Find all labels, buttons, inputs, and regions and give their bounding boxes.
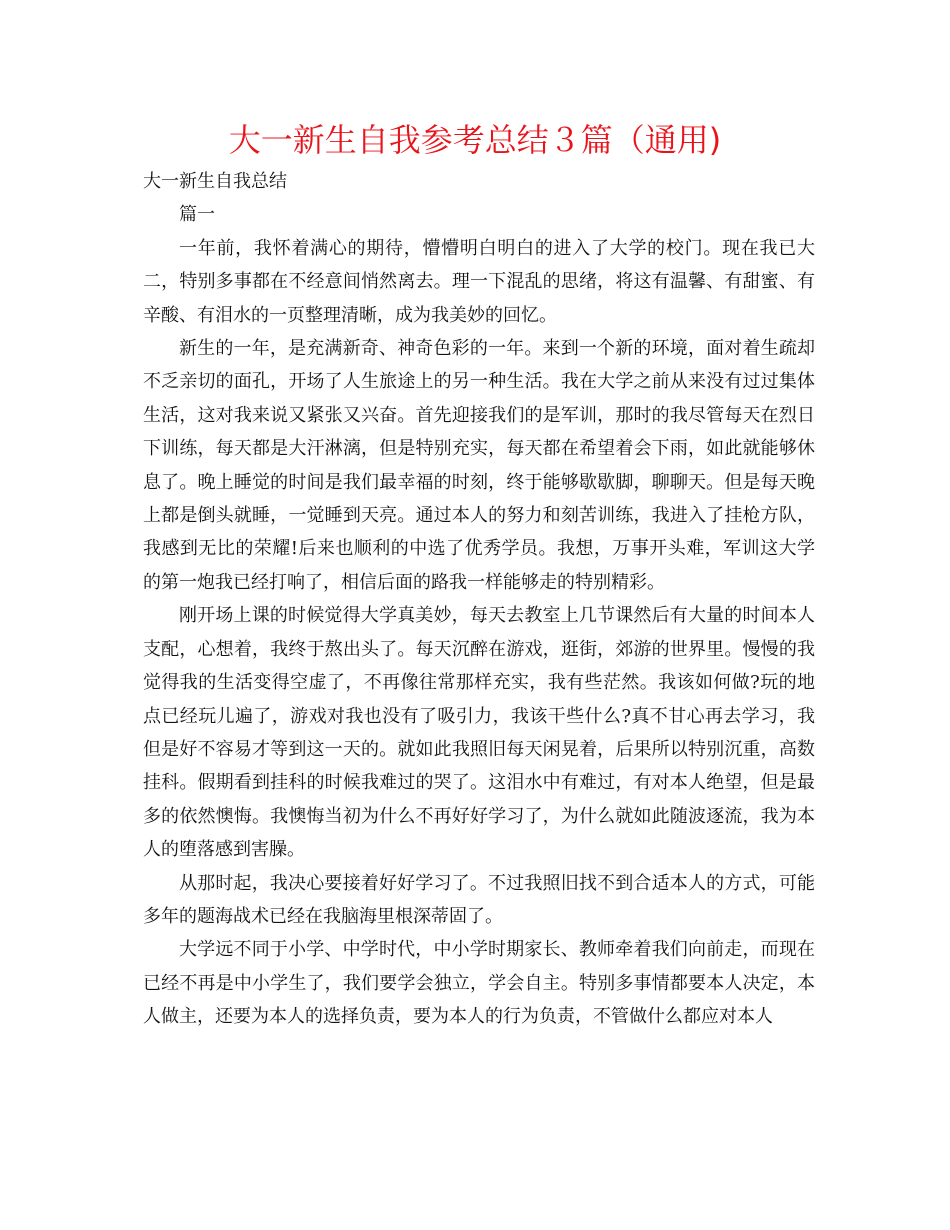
paragraph-1: 一年前，我怀着满心的期待，懵懵明白明白的进入了大学的校门。现在我已大二，特别多事都在不经意间悄然离去。理一下混乱的思绪，将这有温馨、有甜蜜、有辛酸、有泪水的一页整理清晰，成为我美妙的回忆。 [143,237,815,326]
paragraph-3: 刚开场上课的时候觉得大学真美妙，每天去教室上几节课然后有大量的时间本人支配，心想着，我终于熬出头了。每天沉醉在游戏，逛街，郊游的世界里。慢慢的我觉得我的生活变得空虚了，不再像往常那样充实，我有些茫然。我该如何做?玩的地点已经玩儿遍了，游戏对我也没有了吸引力，我该干些什么?真不甘心再去学习，我但是好不容易才等到这一天的。就如此我照旧每天闲晃着，后果所以特别沉重，高数挂科。假期看到挂科的时候我难过的哭了。这泪水中有难过，有对本人绝望，但是最多的依然懊悔。我懊悔当初为什么不再好好学习了，为什么就如此随波逐流，我为本人的堕落感到害臊。 [143,605,815,861]
document-title: 大一新生自我参考总结３篇（通用) [228,121,722,159]
paragraph-4: 从那时起，我决心要接着好好学习了。不过我照旧找不到合适本人的方式，可能多年的题海战术已经在我脑海里根深蒂固了。 [143,872,815,927]
section-heading: 篇一 [179,204,215,226]
paragraph-5: 大学远不同于小学、中学时代，中小学时期家长、教师牵着我们向前走，而现在已经不再是中小学生了，我们要学会独立，学会自主。特别多事情都要本人决定，本人做主，还要为本人的选择负责，要为本人的行为负责，不管做什么都应对本人 [143,939,815,1028]
paragraph-2: 新生的一年，是充满新奇、神奇色彩的一年。来到一个新的环境，面对着生疏却不乏亲切的面孔，开场了人生旅途上的另一种生活。我在大学之前从来没有过过集体生活，这对我来说又紧张又兴奋。首先迎接我们的是军训，那时的我尽管每天在烈日下训练，每天都是大汗淋漓，但是特别充实，每天都在希望着会下雨，如此就能够休息了。晚上睡觉的时间是我们最幸福的时刻，终于能够歇歇脚，聊聊天。但是每天晚上都是倒头就睡，一觉睡到天亮。通过本人的努力和刻苦训练，我进入了挂枪方队，我感到无比的荣耀!后来也顺利的中选了优秀学员。我想，万事开头难，军训这大学的第一炮我已经打响了，相信后面的路我一样能够走的特别精彩。 [143,338,815,593]
document-body [143,165,815,1034]
document-subtitle: 大一新生自我总结 [143,171,287,192]
